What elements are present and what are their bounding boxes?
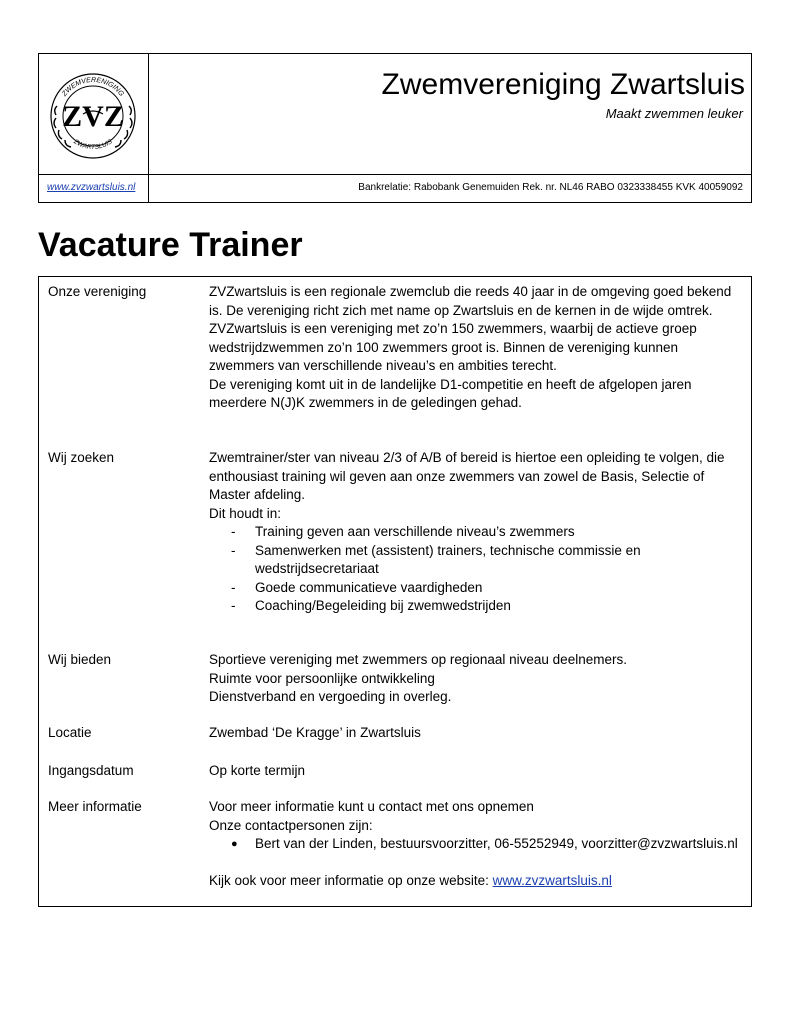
paragraph: Dit houdt in: bbox=[209, 505, 282, 521]
dash-list bbox=[209, 523, 745, 616]
svg-text:ZWARTSLUIS bbox=[71, 138, 114, 151]
paragraph: Ruimte voor persoonlijke ontwikkeling bbox=[209, 670, 435, 686]
logo-letters: ZVZ bbox=[62, 100, 124, 133]
club-name: Zwemvereniging Zwartsluis bbox=[381, 68, 745, 101]
paragraph: Onze contactpersonen zijn: bbox=[209, 817, 373, 833]
section-label: Wij zoeken bbox=[48, 450, 115, 465]
website-link[interactable]: www.zvzwartsluis.nl bbox=[47, 182, 136, 193]
letterhead-horizontal-divider bbox=[39, 174, 751, 175]
section-body: Op korte termijn bbox=[209, 763, 306, 778]
letterhead-vertical-divider bbox=[148, 54, 149, 202]
section-label: Wij bieden bbox=[48, 652, 112, 667]
contact-person: ● Bert van der Linden, bestuursvoorzitter, 06-55252949, voorzitter@zvzwartsluis.nl bbox=[209, 835, 745, 854]
paragraph: ZVZwartsluis is een vereniging met zo’n 150 zwemmers, waarbij de actieve groep wedstrijdzwemmen zo’n 100 zwemmers groot is. Binnen de vereniging kunnen zwemmers van verschillende niveau’s en ambities terecht. bbox=[209, 321, 697, 373]
website-inline-link[interactable]: www.zvzwartsluis.nl bbox=[492, 872, 612, 888]
list-item: - Training geven aan verschillende niveau’s zwemmers bbox=[209, 523, 745, 542]
vacancy-table bbox=[38, 276, 752, 907]
club-tagline: Maakt zwemmen leuker bbox=[605, 106, 743, 121]
list-item: - Coaching/Begeleiding bij zwemwedstrijden bbox=[209, 597, 745, 616]
section-body bbox=[209, 651, 745, 707]
bullet-list bbox=[209, 835, 745, 854]
bank-info: Bankrelatie: Rabobank Genemuiden Rek. nr. NL46 RABO 0323338455 KVK 40059092 bbox=[358, 182, 743, 193]
paragraph: Zwemtrainer/ster van niveau 2/3 of A/B of bereid is hiertoe een opleiding te volgen, die enthousiast training wil geven aan onze zwemmers van zowel de Basis, Selectie of Master afdeling. bbox=[209, 450, 725, 502]
paragraph: De vereniging komt uit in de landelijke D1-competitie en heeft de afgelopen jaren meerdere N(J)K zwemmers in de geledingen gehad. bbox=[209, 376, 692, 410]
section-body bbox=[209, 283, 745, 413]
page-title: Vacature Trainer bbox=[38, 226, 303, 264]
list-item: - Samenwerken met (assistent) trainers, technische commissie en wedstrijdsecretariaat bbox=[209, 542, 745, 579]
section-body bbox=[209, 798, 745, 890]
paragraph: Voor meer informatie kunt u contact met ons opnemen bbox=[209, 799, 534, 814]
section-label: Meer informatie bbox=[48, 799, 142, 814]
section-label: Onze vereniging bbox=[48, 284, 147, 299]
website-prefix: Kijk ook voor meer informatie op onze website: bbox=[209, 872, 489, 888]
letterhead bbox=[38, 53, 752, 203]
list-item: - Goede communicatieve vaardigheden bbox=[209, 579, 745, 598]
section-body bbox=[209, 449, 745, 616]
paragraph: Dienstverband en vergoeding in overleg. bbox=[209, 689, 452, 704]
section-label: Ingangsdatum bbox=[48, 763, 134, 778]
website-paragraph bbox=[209, 872, 745, 891]
logo-bottom-text: ZWARTSLUIS bbox=[72, 138, 114, 151]
paragraph: Sportieve vereniging met zwemmers op regionaal niveau deelnemers. bbox=[209, 652, 627, 667]
logo-cell bbox=[39, 54, 148, 174]
club-logo bbox=[47, 66, 139, 164]
section-label: Locatie bbox=[48, 725, 92, 740]
logo-top-text: ZWEMVERENIGING bbox=[61, 76, 125, 98]
section-body: Zwembad ‘De Kragge’ in Zwartsluis bbox=[209, 725, 421, 740]
paragraph: ZVZwartsluis is een regionale zwemclub die reeds 40 jaar in de omgeving goed bekend is. De vereniging richt zich met name op Zwartsluis en de kernen in de wijde omtrek. bbox=[209, 284, 732, 318]
